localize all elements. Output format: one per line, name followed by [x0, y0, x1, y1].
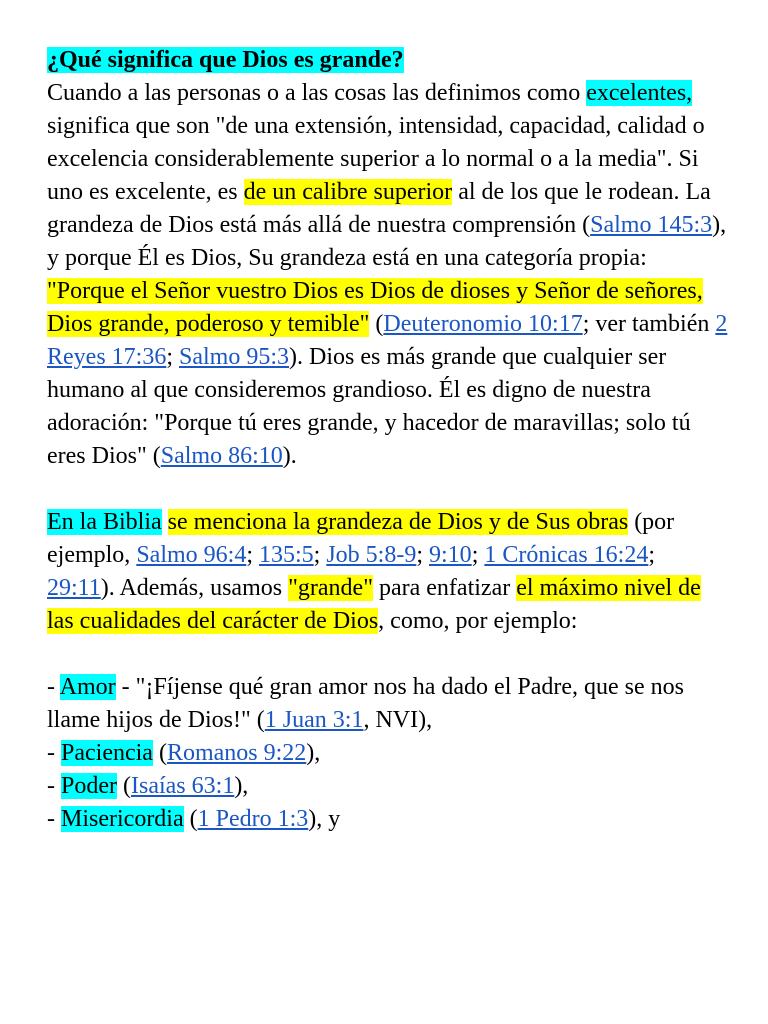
link-9-10[interactable]: 9:10 — [429, 542, 472, 568]
text: ( — [117, 773, 131, 799]
highlight-yellow: de un calibre superior — [243, 179, 453, 205]
list-dash: - — [47, 773, 61, 799]
text: ). — [282, 443, 297, 469]
paragraph-1 — [47, 77, 728, 473]
link-1-cronicas-16-24[interactable]: 1 Crónicas 16:24 — [484, 542, 649, 568]
highlight-yellow: "Porque el Señor vuestro Dios es Dios de dioses y Señor de señores, Dios grande, poderoso y temible" — [47, 278, 703, 337]
list-item — [47, 803, 728, 836]
text: significa que son "de una extensión, intensidad, capacidad, calidad o excelencia considerablemente superior a lo normal o a la media". Si uno es excelente, es — [47, 113, 705, 205]
link-2-reyes-17-36[interactable]: 2 Reyes 17:36 — [47, 311, 728, 370]
highlight-cyan: excelentes, — [586, 80, 693, 106]
text: ). Dios es más grande que cualquier ser humano al que consideremos grandioso. Él es digno de nuestra adoración: "Porque tú eres grande, y hacedor de maravillas; solo tú eres Dios" ( — [47, 344, 691, 469]
list-dash: - — [47, 740, 61, 766]
link-29-11[interactable]: 29:11 — [47, 575, 101, 601]
text: ), — [234, 773, 249, 799]
link-1-juan-3-1[interactable]: 1 Juan 3:1 — [264, 707, 364, 733]
link-salmo-145-3[interactable]: Salmo 145:3 — [590, 212, 713, 238]
list-dash: - — [47, 806, 61, 832]
text: ; — [246, 542, 259, 568]
text: ; ver también — [582, 311, 716, 337]
text: ( — [152, 740, 167, 766]
text: ( — [369, 311, 384, 337]
list-item — [47, 671, 728, 737]
paragraph-gap — [47, 638, 728, 671]
text: al de los que le rodean. La grandeza de Dios está más allá de nuestra comprensión ( — [47, 179, 711, 238]
link-salmo-86-10[interactable]: Salmo 86:10 — [160, 443, 283, 469]
text: (por ejemplo, — [47, 509, 675, 568]
list-term-poder: Poder — [61, 773, 117, 799]
text: ; — [416, 542, 430, 568]
link-romanos-9-22[interactable]: Romanos 9:22 — [166, 740, 307, 766]
list-term-amor: Amor — [59, 674, 116, 700]
list-term-paciencia: Paciencia — [61, 740, 153, 766]
link-job-5-8-9[interactable]: Job 5:8-9 — [326, 542, 417, 568]
text: ), y porque Él es Dios, Su grandeza está en una categoría propia: — [47, 212, 727, 271]
highlight-yellow: "grande" — [288, 575, 373, 601]
list-dash: - — [47, 674, 60, 700]
text: ; — [471, 542, 485, 568]
highlight-yellow: el máximo nivel de las cualidades del carácter de Dios — [47, 575, 701, 634]
paragraph-gap — [47, 473, 728, 506]
text: , como, por ejemplo: — [378, 608, 578, 634]
text: ), y — [308, 806, 341, 832]
link-135-5[interactable]: 135:5 — [259, 542, 314, 568]
link-isaias-63-1[interactable]: Isaías 63:1 — [131, 773, 235, 799]
link-deuteronomio-10-17[interactable]: Deuteronomio 10:17 — [383, 311, 583, 337]
list-term-misericordia: Misericordia — [61, 806, 184, 832]
page-title — [47, 44, 728, 77]
text: - "¡Fíjense qué gran amor nos ha dado el Padre, que se nos llame hijos de Dios!" ( — [47, 674, 684, 733]
text: ; — [313, 542, 327, 568]
text: ). Además, usamos — [100, 575, 289, 601]
qualities-list — [47, 671, 728, 836]
highlight-yellow: se menciona la grandeza de Dios y de Sus obras — [167, 509, 629, 535]
text: ( — [183, 806, 198, 832]
link-1-pedro-1-3[interactable]: 1 Pedro 1:3 — [197, 806, 309, 832]
list-item — [47, 770, 728, 803]
title-highlight: ¿Qué significa que Dios es grande? — [47, 47, 404, 73]
highlight-cyan: En la Biblia — [47, 509, 162, 535]
text: Cuando a las personas o a las cosas las definimos como — [47, 80, 587, 106]
list-item — [47, 737, 728, 770]
text: ), — [306, 740, 321, 766]
text: para enfatizar — [372, 575, 517, 601]
link-salmo-96-4[interactable]: Salmo 96:4 — [136, 542, 247, 568]
paragraph-2 — [47, 506, 728, 638]
text — [162, 509, 168, 535]
text: , NVI), — [363, 707, 433, 733]
text: ; — [166, 344, 179, 370]
text: ; — [648, 542, 656, 568]
link-salmo-95-3[interactable]: Salmo 95:3 — [179, 344, 290, 370]
